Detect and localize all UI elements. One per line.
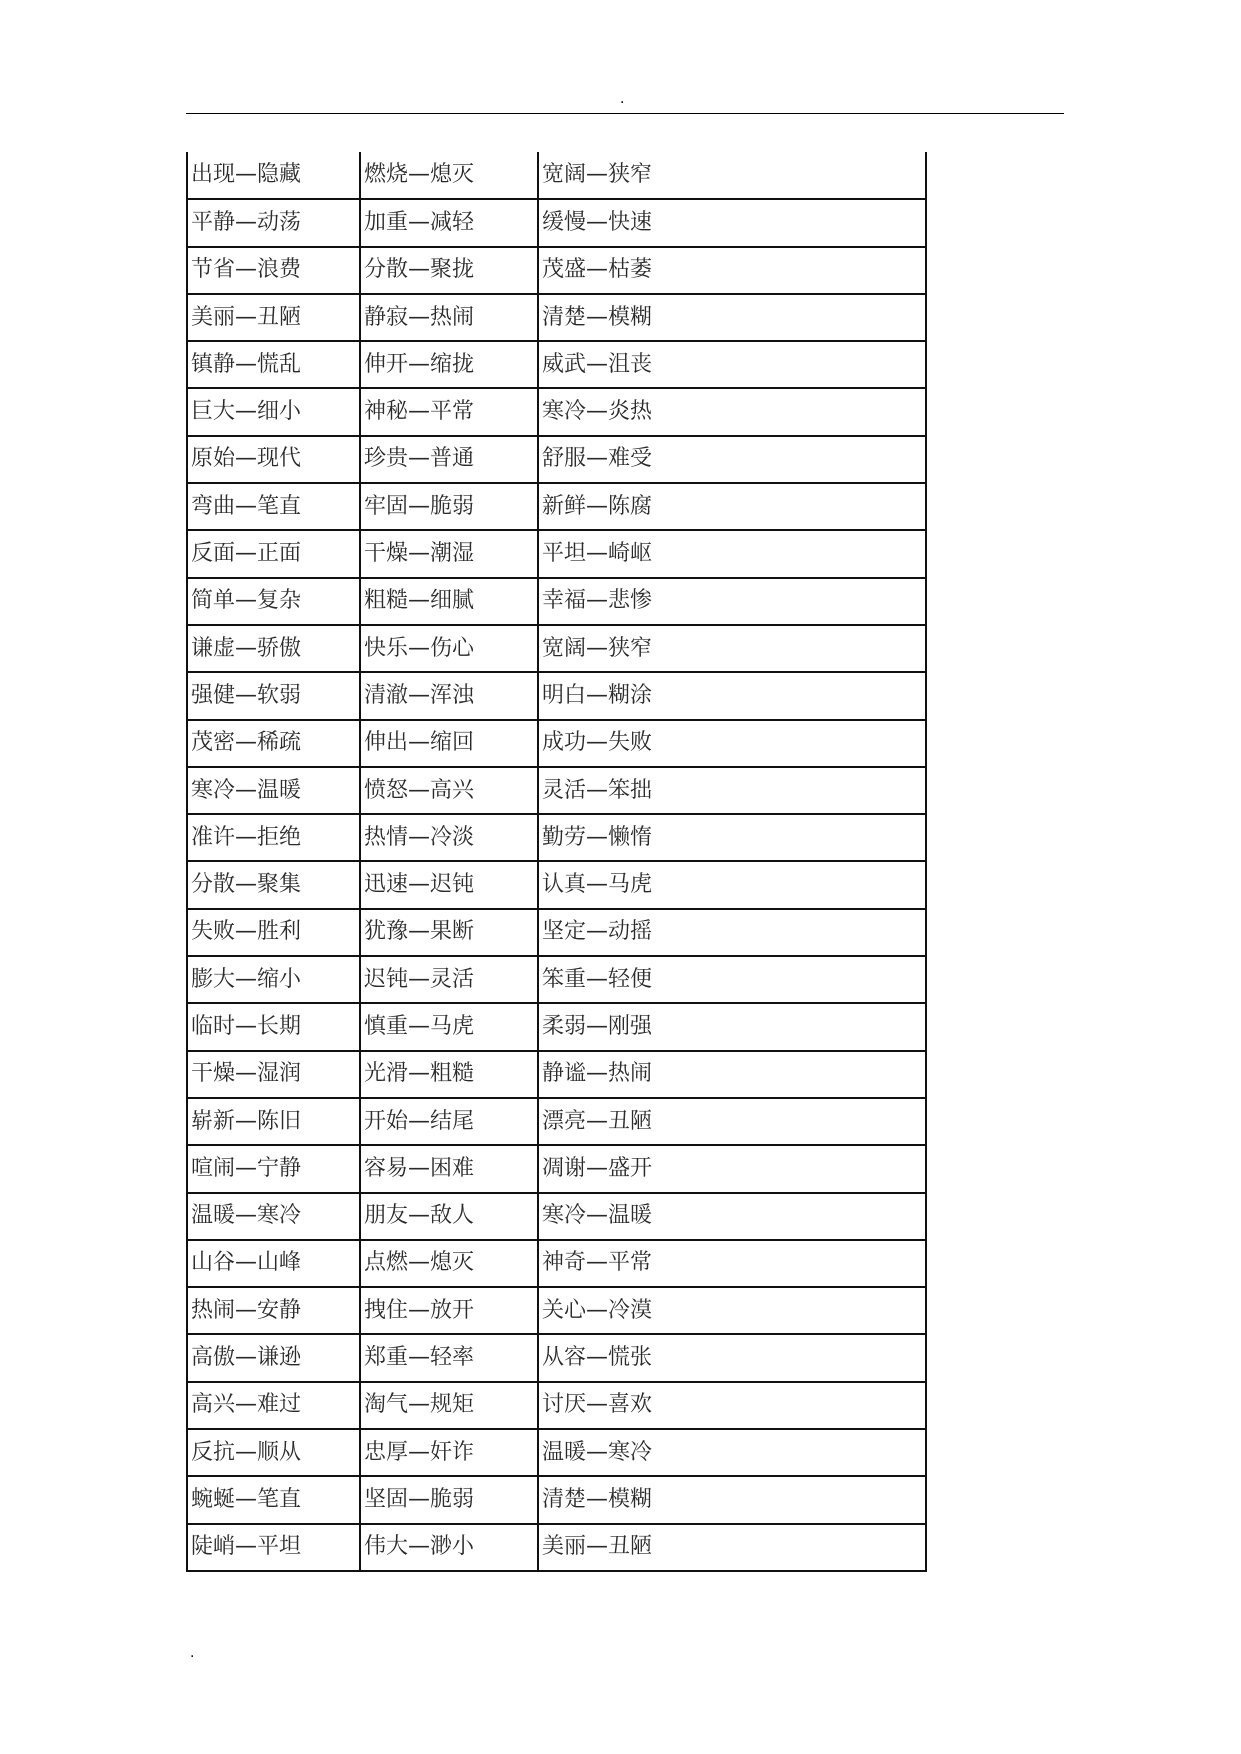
table-row — [187, 1476, 926, 1523]
antonym-pair: 陡峭—平坦 — [187, 1524, 360, 1571]
antonym-pair: 准许—拒绝 — [187, 814, 360, 861]
table-row — [187, 1287, 926, 1334]
antonym-pair: 犹豫—果断 — [360, 909, 538, 956]
antonym-pair: 反面—正面 — [187, 530, 360, 577]
antonym-pair: 淘气—规矩 — [360, 1382, 538, 1429]
table-row — [187, 483, 926, 530]
antonym-pair: 茂密—稀疏 — [187, 720, 360, 767]
antonym-pair: 清楚—模糊 — [538, 294, 926, 341]
antonym-pair: 慎重—马虎 — [360, 1003, 538, 1050]
antonym-pair: 开始—结尾 — [360, 1098, 538, 1145]
table-row — [187, 956, 926, 1003]
table-row — [187, 861, 926, 908]
header-mark: . — [620, 91, 625, 107]
table-row — [187, 578, 926, 625]
antonym-pair: 寒冷—温暖 — [538, 1193, 926, 1240]
antonym-pair: 喧闹—宁静 — [187, 1145, 360, 1192]
antonym-pair: 认真—马虎 — [538, 861, 926, 908]
antonym-pair: 缓慢—快速 — [538, 199, 926, 246]
table-row — [187, 814, 926, 861]
table-row — [187, 341, 926, 388]
table-row — [187, 767, 926, 814]
antonym-pair: 讨厌—喜欢 — [538, 1382, 926, 1429]
antonym-pair: 寒冷—炎热 — [538, 388, 926, 435]
antonym-pair: 珍贵—普通 — [360, 436, 538, 483]
antonym-pair: 热情—冷淡 — [360, 814, 538, 861]
table-row — [187, 388, 926, 435]
antonym-pair: 温暖—寒冷 — [187, 1193, 360, 1240]
antonym-pair: 燃烧—熄灭 — [360, 152, 538, 199]
table-row — [187, 1051, 926, 1098]
antonym-pair: 迟钝—灵活 — [360, 956, 538, 1003]
antonym-pair: 高兴—难过 — [187, 1382, 360, 1429]
antonym-pair: 点燃—熄灭 — [360, 1240, 538, 1287]
antonym-pair: 蜿蜒—笔直 — [187, 1476, 360, 1523]
antonym-pair: 从容—慌张 — [538, 1334, 926, 1381]
table-row — [187, 436, 926, 483]
antonym-pair: 愤怒—高兴 — [360, 767, 538, 814]
antonym-pair: 柔弱—刚强 — [538, 1003, 926, 1050]
antonym-pair: 镇静—慌乱 — [187, 341, 360, 388]
antonym-pair: 快乐—伤心 — [360, 625, 538, 672]
antonym-pair: 威武—沮丧 — [538, 341, 926, 388]
antonym-pair: 热闹—安静 — [187, 1287, 360, 1334]
antonym-pair: 美丽—丑陋 — [187, 294, 360, 341]
antonym-pair: 坚定—动摇 — [538, 909, 926, 956]
antonym-pair: 伸出—缩回 — [360, 720, 538, 767]
antonym-pair: 笨重—轻便 — [538, 956, 926, 1003]
table-row — [187, 1240, 926, 1287]
antonym-pair: 幸福—悲惨 — [538, 578, 926, 625]
antonym-pair: 漂亮—丑陋 — [538, 1098, 926, 1145]
antonym-pair: 临时—长期 — [187, 1003, 360, 1050]
table-row — [187, 672, 926, 719]
antonym-pair: 简单—复杂 — [187, 578, 360, 625]
antonym-pair: 粗糙—细腻 — [360, 578, 538, 625]
antonym-pair: 迅速—迟钝 — [360, 861, 538, 908]
antonym-pair: 清澈—浑浊 — [360, 672, 538, 719]
antonym-pair: 忠厚—奸诈 — [360, 1429, 538, 1476]
table-row — [187, 1193, 926, 1240]
antonym-pair: 谦虚—骄傲 — [187, 625, 360, 672]
antonym-pair: 失败—胜利 — [187, 909, 360, 956]
antonym-pair: 加重—减轻 — [360, 199, 538, 246]
table-row — [187, 247, 926, 294]
table-row — [187, 530, 926, 577]
antonym-pair: 新鲜—陈腐 — [538, 483, 926, 530]
antonym-pair: 坚固—脆弱 — [360, 1476, 538, 1523]
antonym-pair: 高傲—谦逊 — [187, 1334, 360, 1381]
table-row — [187, 1382, 926, 1429]
antonym-pair: 宽阔—狭窄 — [538, 625, 926, 672]
antonym-pair: 反抗—顺从 — [187, 1429, 360, 1476]
antonym-pair: 拽住—放开 — [360, 1287, 538, 1334]
antonym-pair: 舒服—难受 — [538, 436, 926, 483]
antonym-pair: 灵活—笨拙 — [538, 767, 926, 814]
table-row — [187, 199, 926, 246]
table-row — [187, 625, 926, 672]
table-row — [187, 1334, 926, 1381]
antonym-pair: 强健—软弱 — [187, 672, 360, 719]
table-row — [187, 1429, 926, 1476]
antonym-pair: 美丽—丑陋 — [538, 1524, 926, 1571]
antonym-pair: 寒冷—温暖 — [187, 767, 360, 814]
antonym-pair: 神奇—平常 — [538, 1240, 926, 1287]
antonym-pair: 朋友—敌人 — [360, 1193, 538, 1240]
table-row — [187, 1524, 926, 1571]
table-row — [187, 294, 926, 341]
antonym-table — [186, 152, 927, 1572]
table-body — [187, 152, 926, 1571]
antonym-pair: 膨大—缩小 — [187, 956, 360, 1003]
antonym-pair: 伟大—渺小 — [360, 1524, 538, 1571]
antonym-pair: 关心—冷漠 — [538, 1287, 926, 1334]
antonym-pair: 原始—现代 — [187, 436, 360, 483]
antonym-pair: 弯曲—笔直 — [187, 483, 360, 530]
table-row — [187, 909, 926, 956]
antonym-pair: 勤劳—懒惰 — [538, 814, 926, 861]
antonym-pair: 明白—糊涂 — [538, 672, 926, 719]
table-row — [187, 1003, 926, 1050]
antonym-pair: 静寂—热闹 — [360, 294, 538, 341]
antonym-pair: 宽阔—狭窄 — [538, 152, 926, 199]
table-row — [187, 152, 926, 199]
antonym-pair: 清楚—模糊 — [538, 1476, 926, 1523]
antonym-pair: 巨大—细小 — [187, 388, 360, 435]
antonym-pair: 干燥—湿润 — [187, 1051, 360, 1098]
antonym-pair: 分散—聚集 — [187, 861, 360, 908]
antonym-pair: 凋谢—盛开 — [538, 1145, 926, 1192]
antonym-pair: 成功—失败 — [538, 720, 926, 767]
antonym-pair: 郑重—轻率 — [360, 1334, 538, 1381]
table-row — [187, 720, 926, 767]
antonym-pair: 出现—隐藏 — [187, 152, 360, 199]
antonym-pair: 伸开—缩拢 — [360, 341, 538, 388]
antonym-pair: 节省—浪费 — [187, 247, 360, 294]
antonym-pair: 光滑—粗糙 — [360, 1051, 538, 1098]
antonym-pair: 平静—动荡 — [187, 199, 360, 246]
antonym-pair: 平坦—崎岖 — [538, 530, 926, 577]
antonym-pair: 温暖—寒冷 — [538, 1429, 926, 1476]
footer-mark: . — [190, 1645, 195, 1661]
header-rule — [186, 113, 1064, 114]
antonym-pair: 茂盛—枯萎 — [538, 247, 926, 294]
table-row — [187, 1145, 926, 1192]
antonym-pair: 神秘—平常 — [360, 388, 538, 435]
antonym-pair: 牢固—脆弱 — [360, 483, 538, 530]
antonym-pair: 山谷—山峰 — [187, 1240, 360, 1287]
table-row — [187, 1098, 926, 1145]
antonym-pair: 崭新—陈旧 — [187, 1098, 360, 1145]
antonym-pair: 干燥—潮湿 — [360, 530, 538, 577]
antonym-pair: 分散—聚拢 — [360, 247, 538, 294]
antonym-pair: 静谧—热闹 — [538, 1051, 926, 1098]
antonym-pair: 容易—困难 — [360, 1145, 538, 1192]
